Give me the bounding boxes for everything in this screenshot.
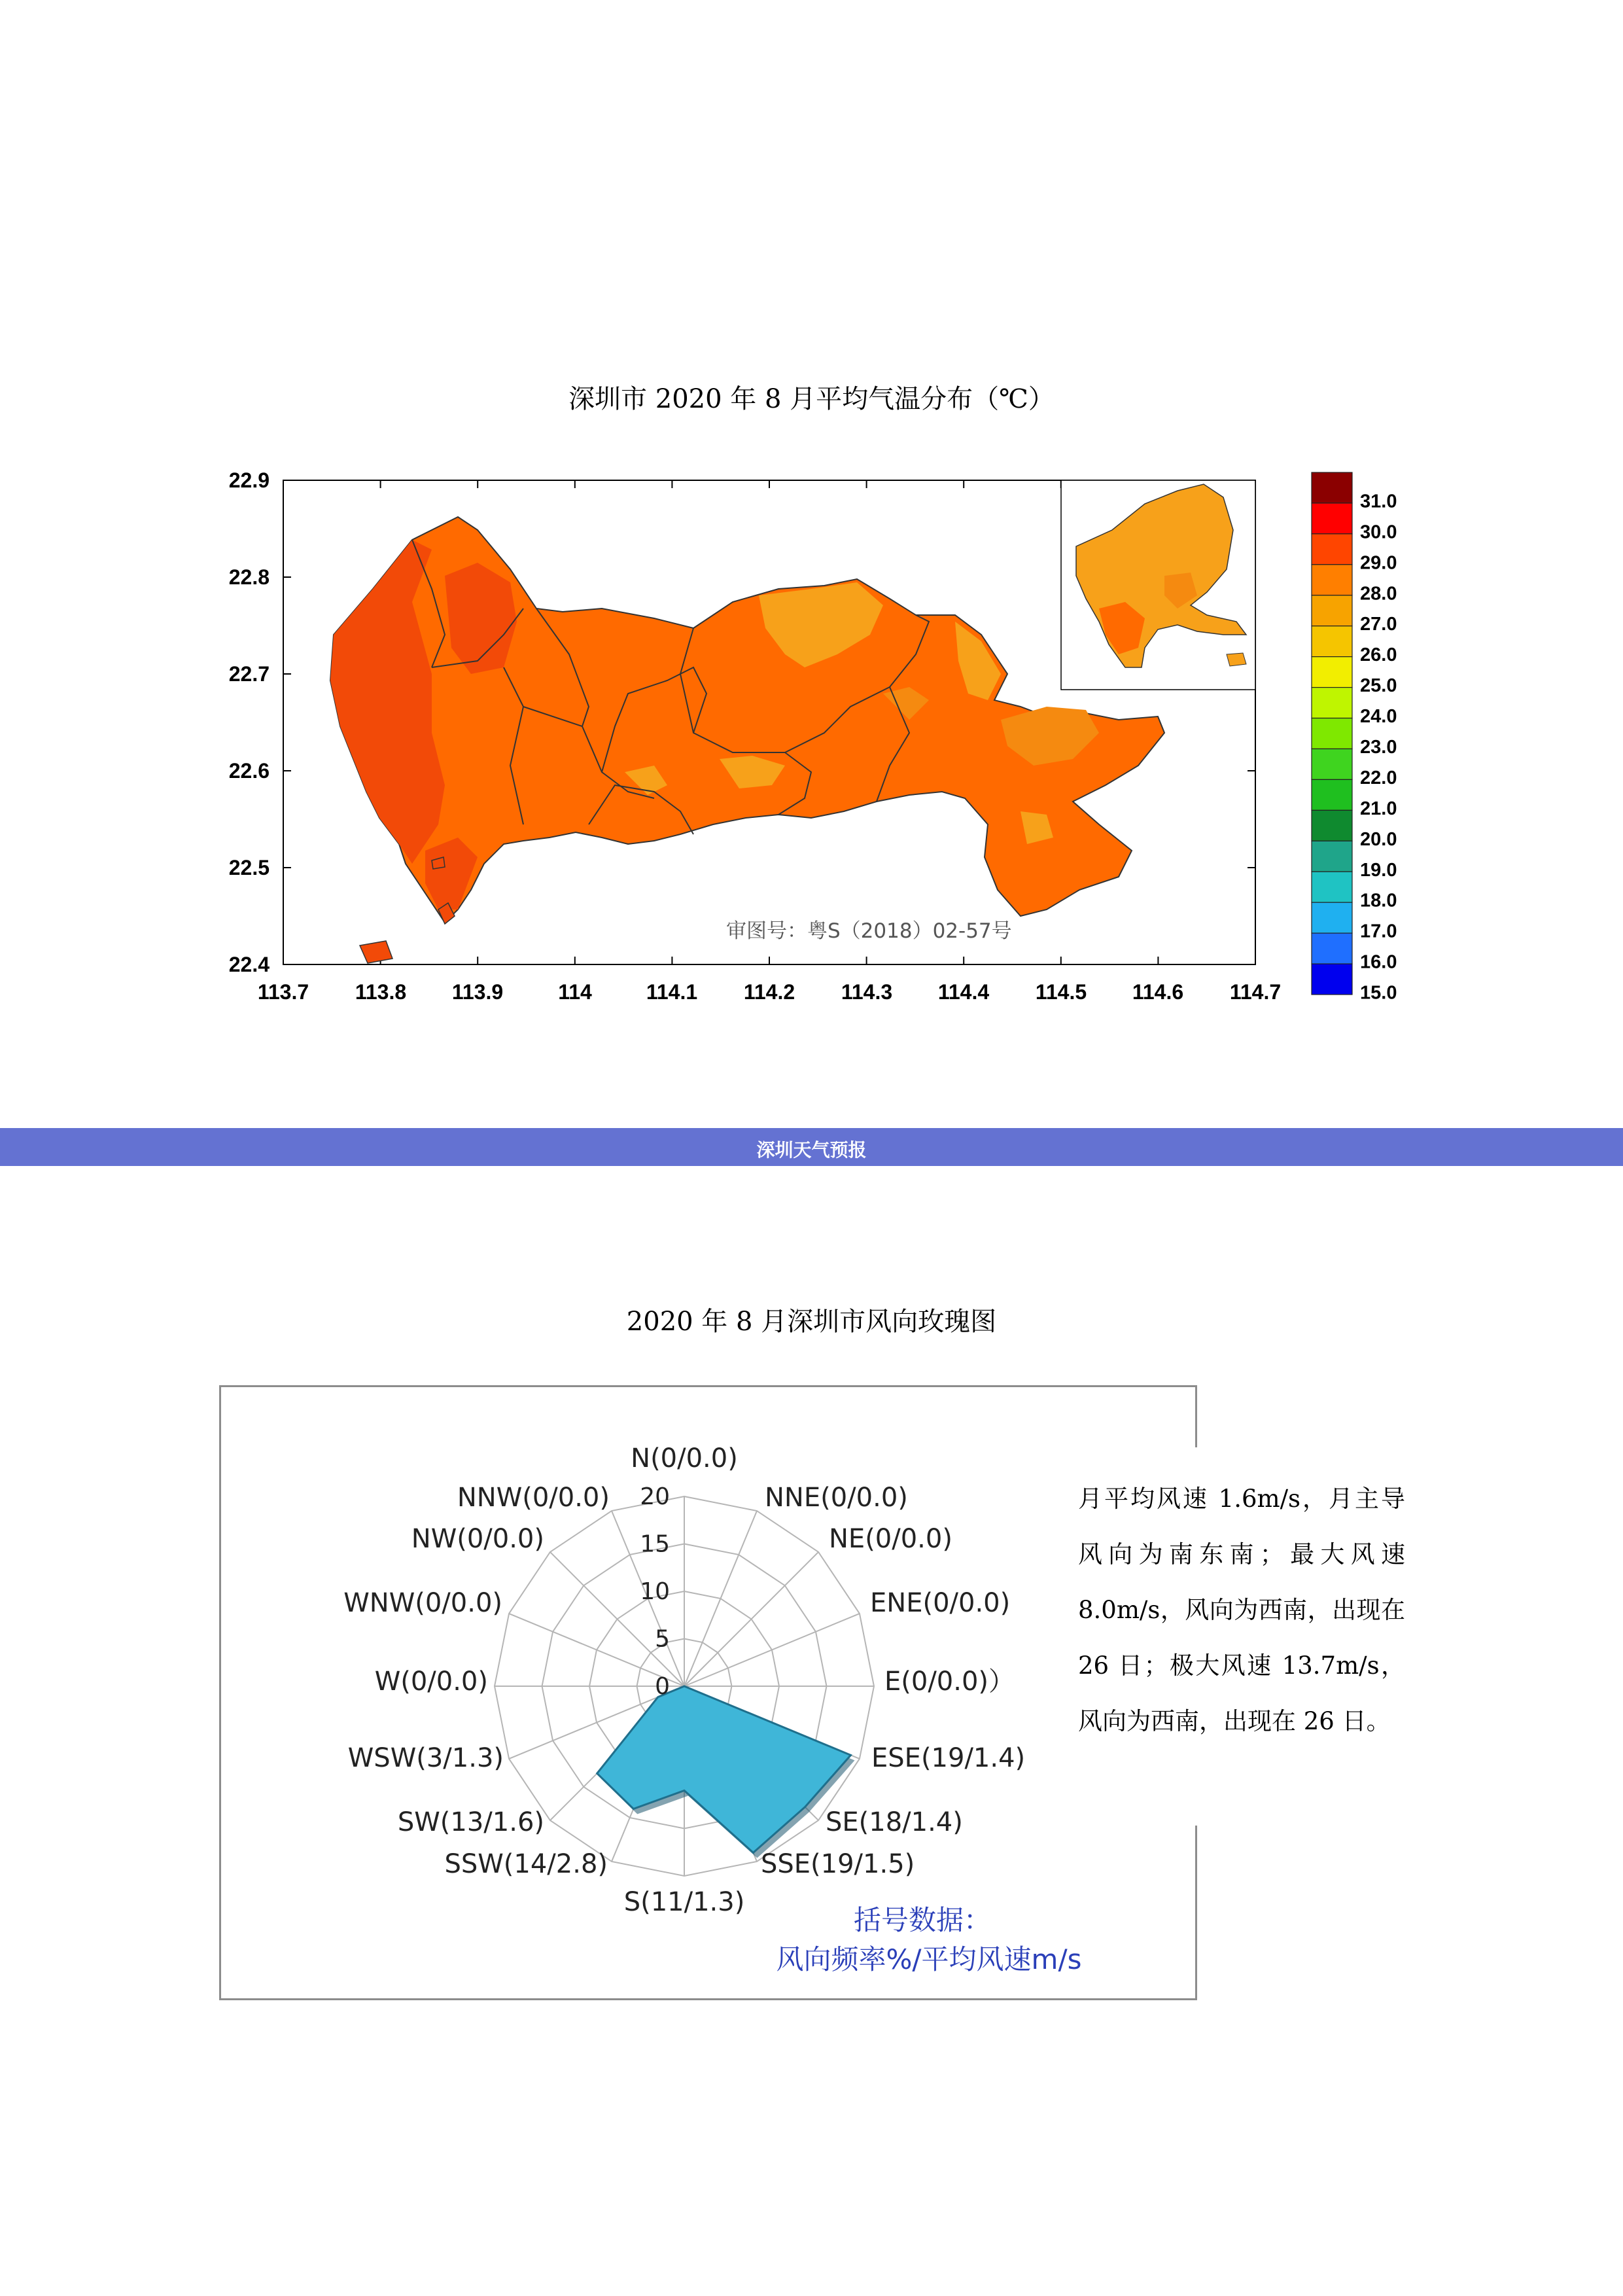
ring-label: 20	[640, 1483, 670, 1510]
direction-label-ssw: SSW(14/2.8)	[444, 1849, 608, 1879]
colorbar-swatch	[1312, 841, 1352, 872]
colorbar-label: 15.0	[1360, 982, 1397, 1004]
colorbar-label: 27.0	[1360, 614, 1397, 635]
direction-label-n: N(0/0.0)	[631, 1443, 738, 1474]
direction-label-ese: ESE(19/1.4)	[871, 1743, 1026, 1773]
map-x-tick-labels	[258, 980, 1281, 1004]
direction-label-nnw: NNW(0/0.0)	[457, 1483, 610, 1513]
x-tick-label: 113.7	[257, 980, 309, 1004]
rose-spoke	[684, 1511, 757, 1686]
colorbar-swatch	[1312, 565, 1352, 595]
colorbar-label: 20.0	[1360, 828, 1397, 850]
colorbar-swatch	[1312, 626, 1352, 657]
x-tick-label: 113.9	[451, 980, 504, 1004]
direction-label-wsw: WSW(3/1.3)	[347, 1743, 504, 1773]
temperature-map	[196, 458, 1439, 1021]
colorbar-label: 18.0	[1360, 890, 1397, 911]
colorbar-swatch	[1312, 718, 1352, 749]
colorbar-swatch	[1312, 503, 1352, 534]
colorbar-swatch	[1312, 964, 1352, 995]
banner-text: 深圳天气预报	[756, 1139, 867, 1161]
x-tick-label: 114.5	[1035, 980, 1087, 1004]
direction-label-se: SE(18/1.4)	[826, 1807, 963, 1837]
map-inset	[1061, 480, 1255, 690]
rose-spoke	[684, 1552, 818, 1686]
x-tick-label: 114.6	[1132, 980, 1184, 1004]
rose-spoke	[684, 1614, 860, 1686]
y-tick-label: 22.4	[228, 953, 270, 976]
ring-label: 5	[655, 1625, 670, 1653]
temperature-colorbar	[1312, 472, 1397, 1004]
colorbar-label: 25.0	[1360, 675, 1397, 697]
direction-label-w: W(0/0.0)	[374, 1667, 488, 1697]
colorbar-label: 28.0	[1360, 583, 1397, 605]
colorbar-swatch	[1312, 595, 1352, 626]
x-tick-label: 114.1	[646, 980, 698, 1004]
direction-label-ne: NE(0/0.0)	[829, 1524, 952, 1554]
colorbar-label: 17.0	[1360, 921, 1397, 942]
direction-label-e: E(0/0.0)）	[884, 1667, 1015, 1697]
wind-summary-text: 月平均风速 1.6m/s，月主导风向为南东南；最大风速 8.0m/s，风向为西南，出现在 26 日；极大风速 13.7m/s，风向为西南，出现在 26 日。	[1078, 1485, 1405, 1735]
direction-label-nne: NNE(0/0.0)	[765, 1483, 908, 1513]
colorbar-swatch	[1312, 657, 1352, 688]
colorbar-label: 23.0	[1360, 737, 1397, 758]
legend-note-body: 风向频率%/平均风速m/s	[776, 1943, 1082, 1975]
map-y-tick-labels	[229, 468, 270, 976]
colorbar-swatch	[1312, 472, 1352, 503]
y-tick-label: 22.8	[228, 565, 270, 589]
ring-label: 10	[640, 1578, 670, 1605]
y-tick-label: 22.7	[228, 662, 270, 686]
map-title: 深圳市 2020 年 8 月平均气温分布（℃）	[568, 384, 1055, 414]
direction-label-s: S(11/1.3)	[623, 1887, 745, 1917]
map-approval-note: 审图号：粤S（2018）02-57号	[726, 919, 1012, 943]
direction-label-wnw: WNW(0/0.0)	[343, 1588, 502, 1618]
y-tick-label: 22.6	[228, 759, 270, 783]
direction-label-sse: SSE(19/1.5)	[761, 1849, 915, 1879]
colorbar-label: 21.0	[1360, 798, 1397, 819]
site-banner	[0, 1128, 1623, 1166]
colorbar-swatch	[1312, 749, 1352, 779]
ring-label: 15	[640, 1530, 670, 1558]
colorbar-swatch	[1312, 534, 1352, 565]
direction-label-nw: NW(0/0.0)	[411, 1524, 544, 1554]
x-tick-label: 114.2	[743, 980, 795, 1004]
x-tick-label: 114.3	[841, 980, 893, 1004]
colorbar-swatch	[1312, 902, 1352, 933]
x-tick-label: 114	[558, 980, 592, 1004]
colorbar-label: 24.0	[1360, 706, 1397, 728]
y-tick-label: 22.9	[228, 468, 270, 492]
colorbar-label: 30.0	[1360, 521, 1397, 543]
legend-note-title: 括号数据：	[853, 1904, 992, 1936]
colorbar-label: 16.0	[1360, 951, 1397, 973]
direction-label-ene: ENE(0/0.0)	[870, 1588, 1011, 1618]
colorbar-swatch	[1312, 810, 1352, 841]
direction-label-sw: SW(13/1.6)	[397, 1807, 544, 1837]
colorbar-label: 19.0	[1360, 859, 1397, 881]
colorbar-label: 29.0	[1360, 552, 1397, 574]
wind-rose-title: 2020 年 8 月深圳市风向玫瑰图	[626, 1307, 997, 1337]
colorbar-swatch	[1312, 933, 1352, 964]
rose-spoke	[550, 1552, 684, 1686]
colorbar-swatch	[1312, 779, 1352, 810]
wind-rose-chart	[219, 1385, 1197, 2000]
colorbar-label: 26.0	[1360, 645, 1397, 666]
x-tick-label: 114.4	[937, 980, 990, 1004]
y-tick-label: 22.5	[228, 856, 270, 879]
colorbar-swatch	[1312, 688, 1352, 718]
colorbar-label: 31.0	[1360, 491, 1397, 512]
colorbar-swatch	[1312, 872, 1352, 902]
x-tick-label: 114.7	[1229, 980, 1282, 1004]
x-tick-label: 113.8	[355, 980, 407, 1004]
colorbar-label: 22.0	[1360, 767, 1397, 788]
ring-label: 0	[655, 1673, 670, 1700]
